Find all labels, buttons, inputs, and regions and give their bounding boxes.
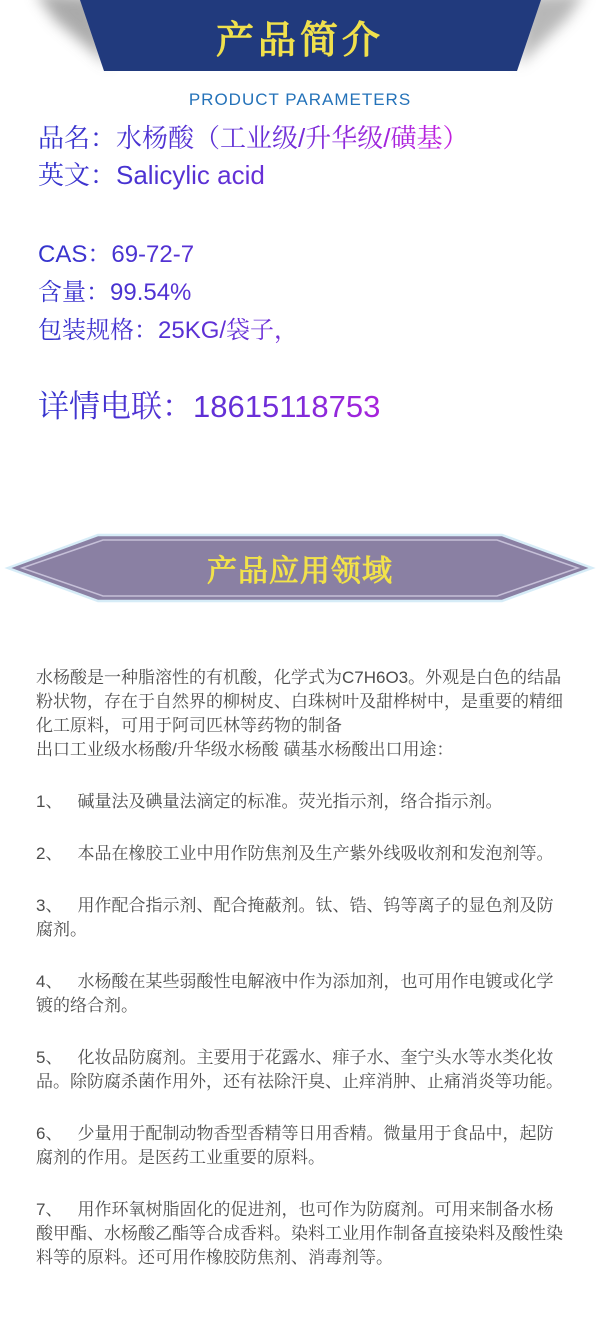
section-banner xyxy=(0,530,600,612)
subtitle: PRODUCT PARAMETERS xyxy=(188,90,412,109)
usage-item-3 xyxy=(36,894,566,942)
item-number: 4、 xyxy=(36,972,63,991)
header-banner xyxy=(0,0,600,78)
usage-item-2 xyxy=(36,842,566,866)
spacer xyxy=(38,194,560,236)
param-cas: CAS：69-72-7 xyxy=(38,241,195,268)
item-number: 2、 xyxy=(36,844,63,863)
param-content: 含量：99.54% xyxy=(38,279,192,306)
item-text: 本品在橡胶工业中用作防焦剂及生产紫外线吸收剂和发泡剂等。 xyxy=(77,844,554,863)
section-title: 产品应用领域 xyxy=(207,555,393,588)
usage-item-4 xyxy=(36,970,566,1018)
item-number: 7、 xyxy=(36,1200,63,1219)
item-text: 少量用于配制动物香型香精等日用香精。微量用于食品中，起防腐剂的作用。是医药工业重要的原料。 xyxy=(36,1124,554,1167)
intro-paragraph2: 出口工业级水杨酸/升华级水杨酸 磺基水杨酸出口用途： xyxy=(36,740,454,759)
item-text: 碱量法及碘量法滴定的标准。荧光指示剂，络合指示剂。 xyxy=(77,792,503,811)
usage-item-5 xyxy=(36,1046,566,1094)
param-packing: 包装规格：25KG/袋子， xyxy=(38,317,299,344)
intro-block xyxy=(36,666,566,762)
item-number: 6、 xyxy=(36,1124,63,1143)
item-text: 水杨酸在某些弱酸性电解液中作为添加剂，也可用作电镀或化学镀的络合剂。 xyxy=(36,972,554,1015)
body-text xyxy=(0,612,600,1270)
intro-paragraph: 水杨酸是一种脂溶性的有机酸，化学式为C7H6O3。外观是白色的结晶粉状物，存在于自然界的柳树皮、白珠树叶及甜桦树中，是重要的精细化工原料，可用于阿司匹林等药物的制备 xyxy=(36,668,563,735)
item-number: 5、 xyxy=(36,1048,63,1067)
item-number: 3、 xyxy=(36,896,63,915)
item-text: 化妆品防腐剂。主要用于花露水、痱子水、奎宁头水等水类化妆品。除防腐杀菌作用外，还有祛除汗臭、止痒消肿、止痛消炎等功能。 xyxy=(36,1048,563,1091)
param-english: 英文：Salicylic acid xyxy=(38,160,265,190)
usage-item-1 xyxy=(36,790,566,814)
item-number: 1、 xyxy=(36,792,63,811)
page-title: 产品简介 xyxy=(215,20,384,62)
item-text: 用作配合指示剂、配合掩蔽剂。钛、锆、钨等离子的显色剂及防腐剂。 xyxy=(36,896,554,939)
param-name: 品名：水杨酸（工业级/升华级/磺基） xyxy=(38,123,469,153)
usage-item-7 xyxy=(36,1198,566,1270)
product-parameters xyxy=(0,110,600,430)
usage-item-6 xyxy=(36,1122,566,1170)
item-text: 用作环氧树脂固化的促进剂，也可作为防腐剂。可用来制备水杨酸甲酯、水杨酸乙酯等合成香料。染料工业用作制备直接染料及酸性染料等的原料。还可用作橡胶防焦剂、消毒剂等。 xyxy=(36,1200,563,1267)
param-contact-phone: 详情电联：18615118753 xyxy=(38,389,381,424)
